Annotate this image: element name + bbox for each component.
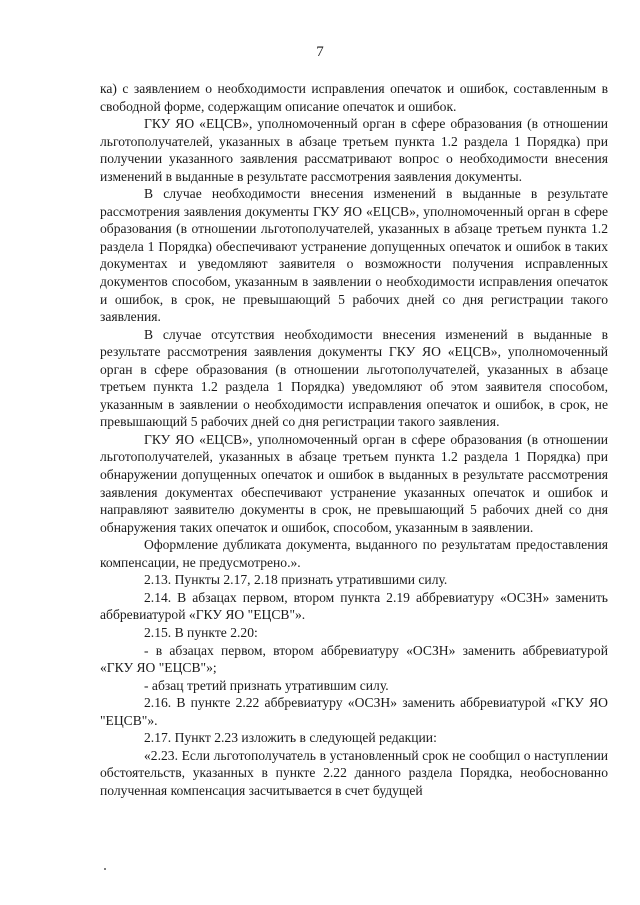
paragraph: 2.15. В пункте 2.20: [144,624,258,640]
paragraph: ГКУ ЯО «ЕЦСВ», уполномоченный орган в сфере образования (в отношении льготополучателей, указанных в абзаце третьем пункта 1.2 раздела 1 Порядка) при обнаружении допущенных опечаток и ошибок в выданных в результате рассмотрения заявления документах обеспечивают устранение указанных опечаток и ошибок и направляют заявителю документы в срок, не превышающий 5 рабочих дней со дня обнаружения таких опечаток и ошибок, способом, указанным в заявлении. [100,431,608,535]
paragraph: «2.23. Если льготополучатель в установленный срок не сообщил о наступлении обстоятельств, указанных в пункте 2.22 данного раздела Порядка, необоснованно полученная компенсация засчитывается в счет будущей [100,747,608,798]
paragraph: 2.14. В абзацах первом, втором пункта 2.19 аббревиатуру «ОСЗН» заменить аббревиатурой «ГКУ ЯО "ЕЦСВ"». [100,589,608,623]
paragraph: 2.16. В пункте 2.22 аббревиатуру «ОСЗН» заменить аббревиатурой «ГКУ ЯО "ЕЦСВ"». [100,695,608,728]
paragraph: В случае отсутствия необходимости внесения изменений в выданные в результате рассмотрения заявления документы ГКУ ЯО «ЕЦСВ», уполномоченный орган в сфере образования (в отношении льготополучателей, указанных в абзаце третьем пункта 1.2 раздела 1 Порядка) уведомляют об этом заявителя способом, указанным в заявлении о необходимости исправления опечаток и ошибок, в срок, не превышающий 5 рабочих дней со дня регистрации такого заявления. [100,326,608,430]
paragraph: - в абзацах первом, втором аббревиатуру «ОСЗН» заменить аббревиатурой «ГКУ ЯО "ЕЦСВ"»; [100,642,608,676]
document-body [100,80,608,799]
paragraph: - абзац третий признать утратившим силу. [144,677,389,693]
paragraph: 2.17. Пункт 2.23 изложить в следующей редакции: [144,730,437,746]
paragraph: 2.13. Пункты 2.17, 2.18 признать утратившими силу. [144,572,448,588]
scan-speck [104,868,106,870]
paragraph: ка) с заявлением о необходимости исправления опечаток и ошибок, составленным в свободной форме, содержащим описание опечаток и ошибок. [100,81,608,114]
paragraph: Оформление дубликата документа, выданного по результатам предоставления компенсации, не предусмотрено.». [100,537,608,570]
page-number: 7 [316,44,324,60]
paragraph: В случае необходимости внесения изменений в выданные в результате рассмотрения заявления документы ГКУ ЯО «ЕЦСВ», уполномоченный орган в сфере образования (в отношении льготополучателей, указанных в абзаце третьем пункта 1.2 раздела 1 Порядка) обеспечивают устранение допущенных опечаток и ошибок в таких документах и уведомляют заявителя о возможности получения исправленных документов способом, указанным в заявлении о необходимости исправления опечаток и ошибок, в срок, не превышающий 5 рабочих дней со дня регистрации такого заявления. [100,186,608,325]
paragraph: ГКУ ЯО «ЕЦСВ», уполномоченный орган в сфере образования (в отношении льготополучателей, указанных в абзаце третьем пункта 1.2 раздела 1 Порядка) при получении указанного заявления рассматривают вопрос о необходимости внесения изменений в выданные в результате рассмотрения заявления документы. [100,116,608,184]
